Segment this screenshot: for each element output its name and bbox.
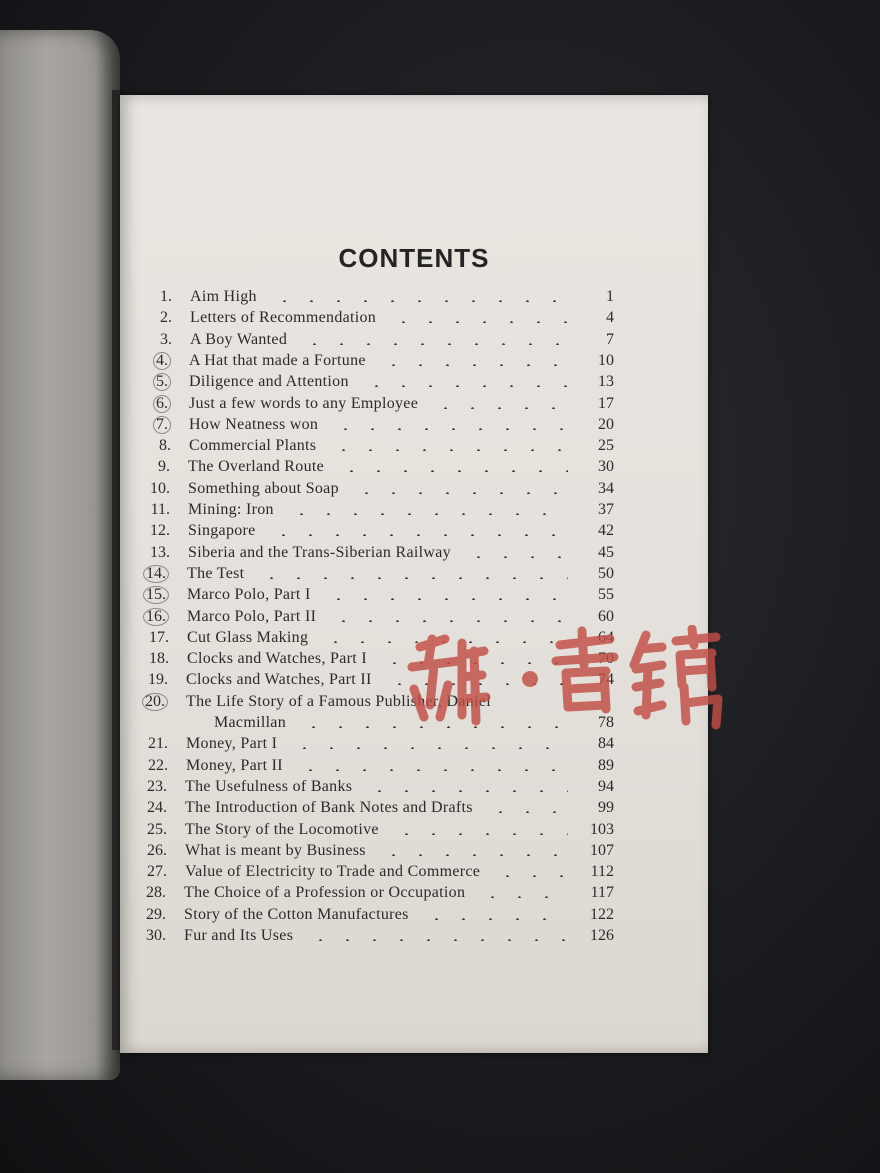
watermark-stamp: [400, 625, 730, 735]
toc-entry-number: 17.: [149, 628, 169, 646]
toc-entry: [120, 416, 708, 438]
toc-entry-number: 9.: [158, 458, 170, 476]
toc-entry-number: 21.: [148, 735, 168, 753]
toc-entry-number: 8.: [159, 437, 171, 455]
toc-entry-number: 19.: [148, 671, 168, 689]
toc-entry-title: Mining: Iron: [188, 501, 274, 518]
dot-leader: [297, 769, 568, 771]
toc-entry-page-number: 37: [598, 501, 614, 518]
toc-entry: [120, 288, 708, 310]
dot-leader: [330, 620, 568, 622]
toc-entry-title: Aim High: [190, 288, 257, 305]
toc-entry-page-number: 17: [598, 394, 614, 412]
toc-entry-number: 2.: [160, 309, 172, 327]
dot-leader: [258, 577, 568, 579]
toc-entry-page-number: 10: [598, 351, 614, 369]
dot-leader: [271, 300, 568, 302]
toc-entry-page-number: 89: [598, 756, 614, 774]
toc-entry-title: Money, Part II: [186, 756, 283, 774]
toc-entry-number: 14.: [129, 565, 169, 583]
toc-entry: [120, 757, 708, 779]
toc-entry-page-number: 50: [598, 564, 614, 582]
toc-entry-title: Clocks and Watches, Part I: [187, 650, 367, 668]
dot-leader: [393, 833, 568, 835]
toc-entry-title: How Neatness won: [189, 415, 319, 433]
toc-entry-page-number: 1: [606, 288, 614, 305]
toc-entry-number: 29.: [146, 905, 166, 923]
toc-entry: [120, 309, 708, 331]
facing-page: [0, 30, 120, 1080]
toc-entry-title: Singapore: [188, 522, 256, 540]
toc-entry: [120, 906, 708, 928]
toc-entry-title: The Test: [187, 564, 245, 582]
toc-entry-page-number: 70: [598, 650, 614, 668]
toc-entry-title: Diligence and Attention: [189, 373, 349, 391]
dot-leader: [432, 407, 568, 409]
toc-entry-number: 4.: [131, 352, 171, 370]
toc-entry-page-number: 55: [598, 586, 614, 604]
toc-entry-page-number: 60: [598, 607, 614, 625]
watermark-stamp-text: 雜•書館: [400, 625, 404, 626]
dot-leader: [338, 470, 568, 472]
toc-entry-title: The Choice of a Profession or Occupation: [184, 884, 466, 902]
toc-entry-page-number: 4: [606, 309, 614, 327]
toc-entry-page-number: 30: [598, 458, 614, 476]
dot-leader: [291, 747, 568, 749]
toc-entry-number: 27.: [147, 863, 167, 881]
toc-entry-title: A Hat that made a Fortune: [189, 351, 366, 369]
dot-leader: [332, 428, 568, 430]
toc-entry-number: 25.: [147, 820, 167, 838]
toc-entry-title: The Overland Route: [188, 458, 325, 476]
dot-leader: [325, 598, 568, 600]
dot-leader: [363, 385, 568, 387]
toc-entry-page-number: 99: [598, 799, 614, 817]
toc-entry: [120, 331, 708, 353]
toc-entry-title: Clocks and Watches, Part II: [186, 671, 372, 689]
toc-entry-title: Fur and Its Uses: [184, 927, 294, 944]
toc-entry-number: 18.: [149, 650, 169, 668]
toc-entry: [120, 522, 708, 544]
dot-leader: [380, 854, 568, 856]
toc-entry-page-number: 7: [606, 330, 614, 348]
dot-leader: [390, 321, 568, 323]
toc-entry: [120, 480, 708, 502]
toc-entry: [120, 821, 708, 843]
toc-entry-title: Marco Polo, Part II: [187, 607, 317, 625]
toc-entry-title: Letters of Recommendation: [190, 309, 377, 327]
dot-leader: [301, 343, 568, 345]
toc-entry-title: Money, Part I: [186, 735, 278, 753]
toc-entry: [120, 842, 708, 864]
toc-entry-number: 26.: [147, 841, 167, 859]
dot-leader: [353, 492, 568, 494]
table-of-contents: [120, 95, 708, 1053]
toc-entry-title: Marco Polo, Part I: [187, 586, 311, 604]
toc-entry-page-number: 117: [590, 884, 614, 902]
toc-entry-number: 28.: [146, 884, 166, 902]
toc-entry-title: What is meant by Business: [185, 841, 366, 859]
toc-entry-number: 13.: [150, 543, 170, 561]
dot-leader: [465, 556, 568, 558]
toc-entry-page-number: 107: [590, 841, 614, 859]
toc-entry-page-number: 13: [598, 373, 614, 391]
toc-entry: [120, 735, 708, 757]
toc-entry-page-number: 84: [598, 735, 614, 753]
toc-entry: [120, 863, 708, 885]
toc-entry: [120, 884, 708, 906]
toc-entry-title: A Boy Wanted: [190, 330, 288, 348]
toc-entry-number: 15.: [129, 586, 169, 604]
page-title: CONTENTS: [338, 243, 490, 273]
toc-entry-number: 5.: [131, 373, 171, 391]
toc-entry-number: 16.: [129, 608, 169, 626]
toc-entry: [120, 501, 708, 523]
toc-entry-page-number: 103: [590, 820, 614, 838]
toc-entry-title: Value of Electricity to Trade and Commerce: [185, 863, 481, 881]
toc-entry-page-number: 20: [598, 415, 614, 433]
toc-entry-title: The Story of the Locomotive: [185, 820, 379, 838]
toc-entry-number: 3.: [160, 330, 172, 348]
toc-entry-title: Cut Glass Making: [187, 628, 309, 646]
toc-entry-page-number: 126: [590, 927, 614, 944]
toc-entry-page-number: 94: [598, 777, 614, 795]
toc-entry: [120, 373, 708, 395]
toc-entry-number: 23.: [147, 777, 167, 795]
toc-entry: [120, 544, 708, 566]
toc-entry-page-number: 112: [590, 863, 614, 881]
toc-entry-title: Siberia and the Trans-Siberian Railway: [188, 543, 451, 561]
dot-leader: [330, 449, 568, 451]
toc-entry-number: 10.: [150, 479, 170, 497]
dot-leader: [479, 896, 568, 898]
toc-entry-title: Story of the Cotton Manufactures: [184, 905, 409, 923]
toc-entry: [120, 927, 708, 949]
toc-entry-number: 20.: [128, 693, 168, 711]
toc-entry-page-number: 122: [590, 905, 614, 923]
toc-entry: [120, 778, 708, 800]
toc-entry-page-number: 42: [598, 522, 614, 540]
toc-entry-number: 30.: [146, 927, 166, 944]
toc-entry: [120, 565, 708, 587]
toc-entry: [120, 799, 708, 821]
toc-entry-title: Just a few words to any Employee: [189, 394, 419, 412]
toc-entry: [120, 395, 708, 417]
toc-entry-page-number: 34: [598, 479, 614, 497]
toc-entry-title: The Life Story of a Famous Publisher, Daniel: [186, 692, 491, 710]
toc-entry-title: The Usefulness of Banks: [185, 777, 353, 795]
toc-entry: [120, 437, 708, 459]
dot-leader: [494, 875, 568, 877]
toc-entry: [120, 352, 708, 374]
toc-entry-page-number: 64: [598, 628, 614, 646]
dot-leader: [423, 918, 568, 920]
dot-leader: [288, 513, 568, 515]
toc-entry-title: Something about Soap: [188, 479, 339, 497]
toc-entry-page-number: 74: [598, 671, 614, 689]
toc-entry-number: 24.: [147, 799, 167, 817]
toc-entry-page-number: 45: [598, 543, 614, 561]
toc-entry-page-number: 25: [598, 437, 614, 455]
toc-entry-number: 7.: [131, 416, 171, 434]
toc-entry: [120, 586, 708, 608]
contents-page: [120, 95, 708, 1053]
toc-entry-number: 1.: [160, 288, 172, 305]
dot-leader: [487, 811, 568, 813]
toc-entry-title-continuation: Macmillan: [214, 714, 287, 731]
toc-entry-page-number: 78: [598, 714, 614, 731]
toc-entry-number: 22.: [148, 756, 168, 774]
toc-entry: [120, 458, 708, 480]
toc-entry-number: 11.: [150, 501, 170, 518]
toc-entry-title: Commercial Plants: [189, 437, 317, 455]
toc-entry-title: The Introduction of Bank Notes and Drafts: [185, 799, 473, 817]
dot-leader: [307, 939, 568, 941]
toc-entry-number: 6.: [131, 395, 171, 413]
dot-leader: [270, 534, 568, 536]
dot-leader: [366, 790, 568, 792]
dot-leader: [380, 364, 568, 366]
toc-entry-number: 12.: [150, 522, 170, 540]
